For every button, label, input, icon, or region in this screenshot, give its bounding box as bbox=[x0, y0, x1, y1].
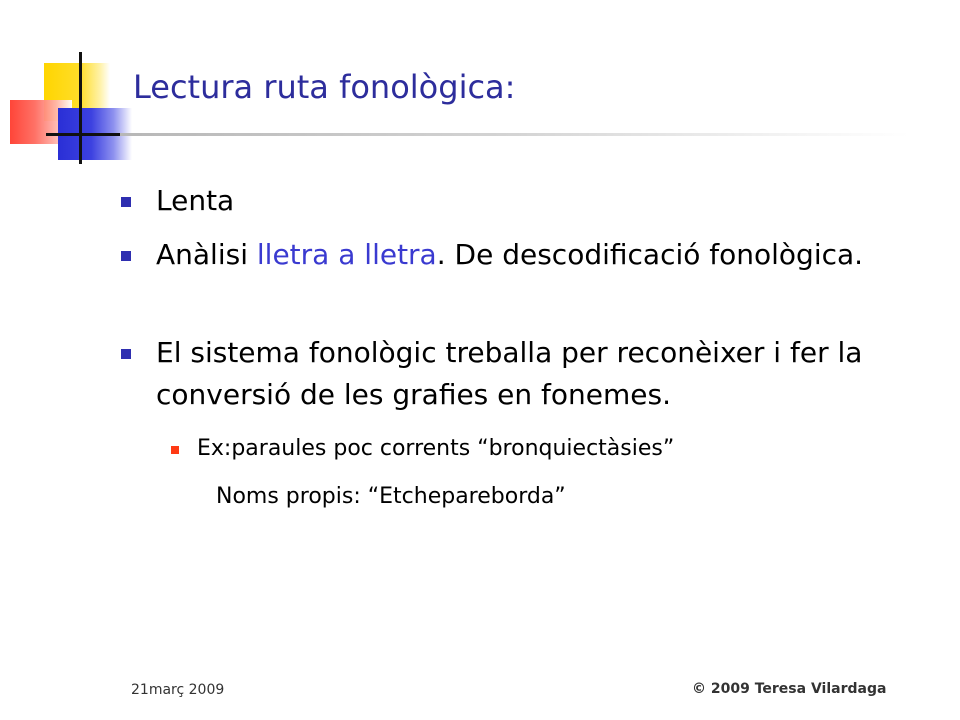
footer-copyright: © 2009 Teresa Vilardaga bbox=[692, 681, 887, 697]
logo-vertical-line bbox=[79, 52, 82, 164]
bullet-text-3: El sistema fonològic treballa per reconèixer i fer la conversió de les grafies en fonemes. bbox=[156, 336, 863, 411]
sub-line-proper-names: Noms propis: “Etchepareborda” bbox=[216, 484, 566, 509]
bullet-marker-2 bbox=[121, 251, 131, 261]
slide-title: Lectura ruta fonològica: bbox=[133, 68, 516, 106]
bullet-item-2 bbox=[156, 234, 896, 276]
logo-horizontal-line bbox=[46, 133, 124, 136]
bullet-marker-3 bbox=[121, 349, 131, 359]
bullet-text-2-end: . De descodificació fonològica. bbox=[436, 238, 864, 271]
footer-date: 21març 2009 bbox=[131, 682, 225, 698]
bullet-item-1 bbox=[156, 180, 896, 222]
title-underline bbox=[120, 133, 910, 136]
bullet-text-1: Lenta bbox=[156, 184, 235, 217]
sub-bullet-example: Ex:paraules poc corrents “bronquiectàsies” bbox=[197, 436, 675, 461]
bullet-text-2-start: Anàlisi bbox=[156, 238, 257, 271]
sub-bullet-marker bbox=[171, 446, 179, 454]
slide-logo-graphic bbox=[0, 0, 140, 170]
bullet-text-2-highlight: lletra a lletra bbox=[256, 238, 437, 271]
bullet-marker-1 bbox=[121, 197, 131, 207]
bullet-item-3 bbox=[156, 332, 896, 416]
